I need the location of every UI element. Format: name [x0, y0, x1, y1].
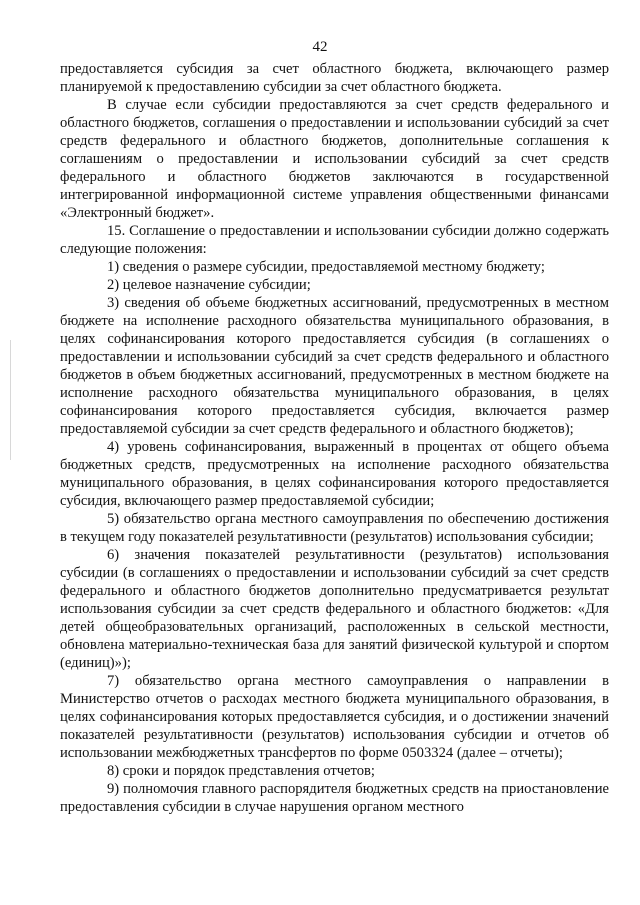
list-item-7: 7) обязательство органа местного самоуправления о направлении в Министерство отчетов о расходах местного бюджета муниципального образования, в целях софинансирования которых предоставляется субсидия, и о достижении значений показателей результативности (результатов) использования субсидии и отчетов об использовании межбюджетных трансфертов по форме 0503324 (далее – отчеты);	[60, 673, 609, 761]
paragraph-continuation: предоставляется субсидия за счет областного бюджета, включающего размер планируемой к предоставлению субсидии за счет областного бюджета.	[60, 61, 609, 95]
paragraph-electronic-budget: В случае если субсидии предоставляются за счет средств федерального и областного бюджетов, соглашения о предоставлении и использовании субсидий за счет средств федерального и областного бюджетов, дополнительные соглашения к соглашениям о предоставлении и использовании субсидий за счет средств федерального и областного бюджетов заключаются в государственной интегрированной информационной системе управления общественными финансами «Электронный бюджет».	[60, 97, 609, 221]
list-item-5: 5) обязательство органа местного самоуправления по обеспечению достижения в текущем году показателей результативности (результатов) использования субсидии;	[60, 511, 609, 545]
list-item-1: 1) сведения о размере субсидии, предоставляемой местному бюджету;	[107, 259, 545, 275]
document-body	[60, 60, 609, 816]
page-number: 42	[312, 39, 328, 55]
scan-edge-mark	[10, 340, 11, 460]
list-item-4: 4) уровень софинансирования, выраженный в процентах от общего объема бюджетных средств, предусмотренных на исполнение расходного обязательства муниципального образования, в целях софинансирования которого предоставляется субсидия, включающего размер предоставляемой субсидии;	[60, 439, 609, 509]
list-item-3: 3) сведения об объеме бюджетных ассигнований, предусмотренных в местном бюджете на исполнение расходного обязательства муниципального образования, в целях софинансирования которого предоставляется субсидия (в соглашениях о предоставлении и использовании субсидий за счет средств федерального и областного бюджетов в объем бюджетных ассигнований, предусмотренных в местном бюджете на исполнение расходного обязательства муниципального образования, в целях софинансирования которого предоставляется субсидия, включается размер предоставляемой субсидии за счет средств федерального и областного бюджетов);	[60, 295, 609, 437]
list-item-8: 8) сроки и порядок представления отчетов;	[107, 763, 375, 779]
list-item-6: 6) значения показателей результативности (результатов) использования субсидии (в соглашениях о предоставлении и использовании субсидий за счет средств федерального и областного бюджетов дополнительно предусматривается результат использования субсидии за счет средств федерального и областного бюджетов: «Для детей общеобразовательных организаций, расположенных в сельской местности, обновлена материально-техническая база для занятий физической культурой и спортом (единиц)»);	[60, 547, 609, 671]
list-item-9: 9) полномочия главного распорядителя бюджетных средств на приостановление предоставления субсидии в случае нарушения органом местного	[60, 781, 609, 815]
paragraph-clause-15: 15. Соглашение о предоставлении и использовании субсидии должно содержать следующие положения:	[60, 223, 609, 257]
list-item-2: 2) целевое назначение субсидии;	[107, 277, 311, 293]
